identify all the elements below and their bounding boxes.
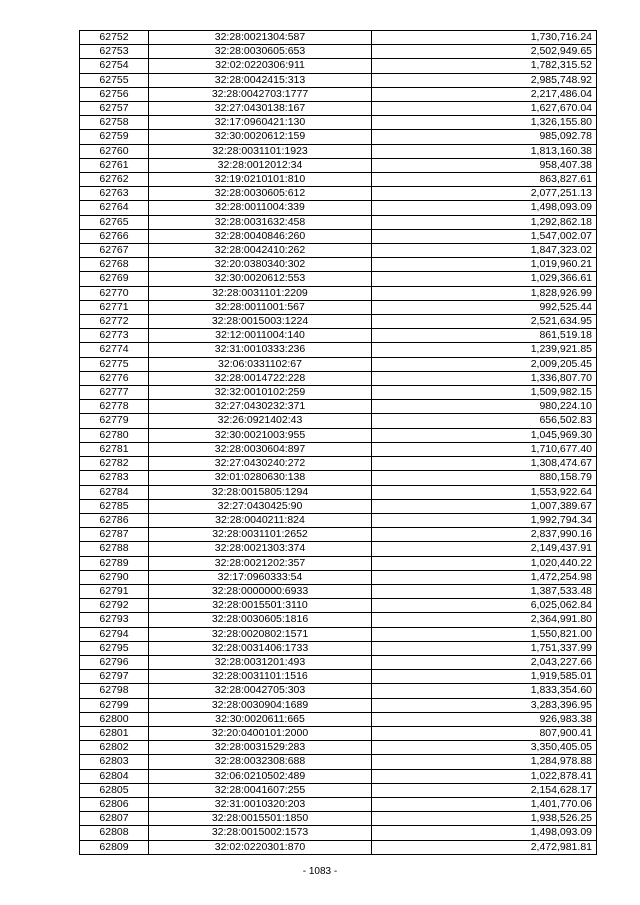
cell-cadastral-number: 32:27:0430240:272 bbox=[149, 457, 372, 471]
table-row bbox=[80, 357, 597, 371]
cell-amount: 863,827.61 bbox=[372, 173, 597, 187]
cell-id: 62787 bbox=[80, 528, 149, 542]
cell-id: 62772 bbox=[80, 315, 149, 329]
cell-cadastral-number: 32:27:0430232:371 bbox=[149, 400, 372, 414]
cell-id: 62784 bbox=[80, 485, 149, 499]
cell-id: 62803 bbox=[80, 755, 149, 769]
cell-cadastral-number: 32:01:0280630:138 bbox=[149, 471, 372, 485]
cell-cadastral-number: 32:31:0010333:236 bbox=[149, 343, 372, 357]
cell-id: 62752 bbox=[80, 31, 149, 45]
table-row bbox=[80, 570, 597, 584]
table-row bbox=[80, 386, 597, 400]
cell-amount: 1,308,474.67 bbox=[372, 457, 597, 471]
cell-cadastral-number: 32:06:0210502:489 bbox=[149, 769, 372, 783]
table-row bbox=[80, 627, 597, 641]
table-row bbox=[80, 599, 597, 613]
cell-id: 62800 bbox=[80, 712, 149, 726]
cell-id: 62796 bbox=[80, 655, 149, 669]
cell-cadastral-number: 32:30:0020611:665 bbox=[149, 712, 372, 726]
cell-amount: 1,007,389.67 bbox=[372, 499, 597, 513]
cell-cadastral-number: 32:28:0042705:303 bbox=[149, 684, 372, 698]
table-row bbox=[80, 485, 597, 499]
cell-cadastral-number: 32:28:0030605:1816 bbox=[149, 613, 372, 627]
cell-id: 62755 bbox=[80, 73, 149, 87]
cell-id: 62756 bbox=[80, 87, 149, 101]
cell-cadastral-number: 32:28:0021202:357 bbox=[149, 556, 372, 570]
cell-id: 62764 bbox=[80, 201, 149, 215]
cell-amount: 2,154,628.17 bbox=[372, 783, 597, 797]
table-body bbox=[80, 31, 597, 855]
cell-amount: 1,326,155.80 bbox=[372, 116, 597, 130]
cell-amount: 958,407.38 bbox=[372, 158, 597, 172]
table-row bbox=[80, 499, 597, 513]
cell-cadastral-number: 32:28:0042410:262 bbox=[149, 244, 372, 258]
cell-id: 62808 bbox=[80, 826, 149, 840]
cell-id: 62776 bbox=[80, 371, 149, 385]
cell-amount: 1,284,978.88 bbox=[372, 755, 597, 769]
data-table bbox=[79, 30, 597, 855]
cell-amount: 2,837,990.16 bbox=[372, 528, 597, 542]
cell-id: 62798 bbox=[80, 684, 149, 698]
cell-id: 62804 bbox=[80, 769, 149, 783]
cell-cadastral-number: 32:28:0030605:653 bbox=[149, 45, 372, 59]
cell-amount: 656,502.83 bbox=[372, 414, 597, 428]
cell-cadastral-number: 32:28:0031101:2652 bbox=[149, 528, 372, 542]
table-row bbox=[80, 542, 597, 556]
table-row bbox=[80, 158, 597, 172]
cell-id: 62762 bbox=[80, 173, 149, 187]
cell-amount: 2,364,991.80 bbox=[372, 613, 597, 627]
cell-id: 62780 bbox=[80, 428, 149, 442]
cell-cadastral-number: 32:28:0031201:493 bbox=[149, 655, 372, 669]
cell-cadastral-number: 32:28:0031632:458 bbox=[149, 215, 372, 229]
cell-cadastral-number: 32:28:0031101:1516 bbox=[149, 670, 372, 684]
cell-id: 62786 bbox=[80, 513, 149, 527]
cell-id: 62797 bbox=[80, 670, 149, 684]
cell-amount: 992,525.44 bbox=[372, 300, 597, 314]
cell-cadastral-number: 32:27:0430138:167 bbox=[149, 102, 372, 116]
cell-cadastral-number: 32:28:0030605:612 bbox=[149, 187, 372, 201]
cell-cadastral-number: 32:28:0040211:824 bbox=[149, 513, 372, 527]
cell-id: 62766 bbox=[80, 229, 149, 243]
table-row bbox=[80, 73, 597, 87]
table-row bbox=[80, 173, 597, 187]
cell-cadastral-number: 32:28:0030904:1689 bbox=[149, 698, 372, 712]
cell-cadastral-number: 32:28:0021304:587 bbox=[149, 31, 372, 45]
table-row bbox=[80, 286, 597, 300]
cell-amount: 2,521,634.95 bbox=[372, 315, 597, 329]
cell-cadastral-number: 32:28:0015501:3110 bbox=[149, 599, 372, 613]
cell-id: 62807 bbox=[80, 812, 149, 826]
cell-id: 62773 bbox=[80, 329, 149, 343]
cell-amount: 1,401,770.06 bbox=[372, 797, 597, 811]
cell-id: 62769 bbox=[80, 272, 149, 286]
cell-cadastral-number: 32:28:0011001:567 bbox=[149, 300, 372, 314]
table-row bbox=[80, 428, 597, 442]
cell-cadastral-number: 32:28:0031101:2209 bbox=[149, 286, 372, 300]
cell-id: 62792 bbox=[80, 599, 149, 613]
cell-id: 62802 bbox=[80, 741, 149, 755]
cell-amount: 1,813,160.38 bbox=[372, 144, 597, 158]
table-row bbox=[80, 371, 597, 385]
table-row bbox=[80, 300, 597, 314]
cell-id: 62763 bbox=[80, 187, 149, 201]
cell-amount: 1,627,670.04 bbox=[372, 102, 597, 116]
cell-id: 62806 bbox=[80, 797, 149, 811]
cell-cadastral-number: 32:19:0210101:810 bbox=[149, 173, 372, 187]
cell-cadastral-number: 32:28:0000000:6933 bbox=[149, 584, 372, 598]
table-row bbox=[80, 812, 597, 826]
cell-id: 62754 bbox=[80, 59, 149, 73]
cell-amount: 2,149,437.91 bbox=[372, 542, 597, 556]
table-row bbox=[80, 87, 597, 101]
table-row bbox=[80, 315, 597, 329]
cell-amount: 1,550,821.00 bbox=[372, 627, 597, 641]
cell-cadastral-number: 32:28:0031406:1733 bbox=[149, 641, 372, 655]
table-row bbox=[80, 797, 597, 811]
table-row bbox=[80, 329, 597, 343]
cell-cadastral-number: 32:28:0015003:1224 bbox=[149, 315, 372, 329]
cell-cadastral-number: 32:28:0015002:1573 bbox=[149, 826, 372, 840]
table-row bbox=[80, 442, 597, 456]
cell-id: 62788 bbox=[80, 542, 149, 556]
table-row bbox=[80, 783, 597, 797]
cell-id: 62783 bbox=[80, 471, 149, 485]
cell-cadastral-number: 32:28:0040846:260 bbox=[149, 229, 372, 243]
cell-id: 62794 bbox=[80, 627, 149, 641]
table-row bbox=[80, 528, 597, 542]
cell-cadastral-number: 32:20:0380340:302 bbox=[149, 258, 372, 272]
cell-amount: 2,009,205.45 bbox=[372, 357, 597, 371]
cell-amount: 1,919,585.01 bbox=[372, 670, 597, 684]
cell-amount: 1,498,093.09 bbox=[372, 826, 597, 840]
cell-id: 62777 bbox=[80, 386, 149, 400]
table-row bbox=[80, 187, 597, 201]
cell-amount: 1,020,440.22 bbox=[372, 556, 597, 570]
cell-amount: 2,985,748.92 bbox=[372, 73, 597, 87]
cell-id: 62785 bbox=[80, 499, 149, 513]
cell-id: 62790 bbox=[80, 570, 149, 584]
table-row bbox=[80, 726, 597, 740]
cell-amount: 1,710,677.40 bbox=[372, 442, 597, 456]
table-row bbox=[80, 613, 597, 627]
table-row bbox=[80, 513, 597, 527]
cell-amount: 1,292,862.18 bbox=[372, 215, 597, 229]
table-row bbox=[80, 826, 597, 840]
cell-cadastral-number: 32:30:0021003:955 bbox=[149, 428, 372, 442]
cell-id: 62770 bbox=[80, 286, 149, 300]
cell-cadastral-number: 32:02:0220306:911 bbox=[149, 59, 372, 73]
table-row bbox=[80, 712, 597, 726]
cell-id: 62782 bbox=[80, 457, 149, 471]
cell-cadastral-number: 32:17:0960333:54 bbox=[149, 570, 372, 584]
cell-cadastral-number: 32:28:0011004:339 bbox=[149, 201, 372, 215]
cell-id: 62793 bbox=[80, 613, 149, 627]
cell-cadastral-number: 32:28:0032308:688 bbox=[149, 755, 372, 769]
table-row bbox=[80, 59, 597, 73]
table-row bbox=[80, 641, 597, 655]
cell-cadastral-number: 32:27:0430425:90 bbox=[149, 499, 372, 513]
cell-id: 62774 bbox=[80, 343, 149, 357]
table-row bbox=[80, 31, 597, 45]
cell-id: 62781 bbox=[80, 442, 149, 456]
cell-id: 62753 bbox=[80, 45, 149, 59]
cell-id: 62799 bbox=[80, 698, 149, 712]
cell-amount: 1,547,002.07 bbox=[372, 229, 597, 243]
cell-cadastral-number: 32:28:0021303:374 bbox=[149, 542, 372, 556]
cell-id: 62771 bbox=[80, 300, 149, 314]
table-row bbox=[80, 343, 597, 357]
cell-amount: 1,336,807.70 bbox=[372, 371, 597, 385]
table-row bbox=[80, 698, 597, 712]
page-number: - 1083 - bbox=[302, 866, 338, 877]
cell-id: 62778 bbox=[80, 400, 149, 414]
cell-amount: 1,387,533.48 bbox=[372, 584, 597, 598]
cell-amount: 861,519.18 bbox=[372, 329, 597, 343]
cell-amount: 1,553,922.64 bbox=[372, 485, 597, 499]
cell-id: 62801 bbox=[80, 726, 149, 740]
table-row bbox=[80, 215, 597, 229]
cell-amount: 1,782,315.52 bbox=[372, 59, 597, 73]
cell-amount: 985,092.78 bbox=[372, 130, 597, 144]
cell-cadastral-number: 32:17:0960421:130 bbox=[149, 116, 372, 130]
cell-cadastral-number: 32:12:0011004:140 bbox=[149, 329, 372, 343]
cell-amount: 2,043,227.66 bbox=[372, 655, 597, 669]
cell-amount: 880,158.79 bbox=[372, 471, 597, 485]
cell-amount: 1,828,926.99 bbox=[372, 286, 597, 300]
table-row bbox=[80, 45, 597, 59]
cell-id: 62789 bbox=[80, 556, 149, 570]
cell-amount: 1,029,366.61 bbox=[372, 272, 597, 286]
table-row bbox=[80, 258, 597, 272]
cell-id: 62779 bbox=[80, 414, 149, 428]
cell-id: 62758 bbox=[80, 116, 149, 130]
table-row bbox=[80, 102, 597, 116]
table-row bbox=[80, 769, 597, 783]
table-row bbox=[80, 471, 597, 485]
table-row bbox=[80, 130, 597, 144]
table-row bbox=[80, 584, 597, 598]
cell-amount: 980,224.10 bbox=[372, 400, 597, 414]
table-row bbox=[80, 457, 597, 471]
cell-cadastral-number: 32:28:0031529:283 bbox=[149, 741, 372, 755]
cell-amount: 1,498,093.09 bbox=[372, 201, 597, 215]
cell-id: 62765 bbox=[80, 215, 149, 229]
cell-id: 62791 bbox=[80, 584, 149, 598]
cell-id: 62760 bbox=[80, 144, 149, 158]
cell-amount: 1,045,969.30 bbox=[372, 428, 597, 442]
cell-amount: 807,900.41 bbox=[372, 726, 597, 740]
cell-cadastral-number: 32:28:0014722:228 bbox=[149, 371, 372, 385]
cell-id: 62767 bbox=[80, 244, 149, 258]
table-row bbox=[80, 414, 597, 428]
cell-cadastral-number: 32:28:0012012:34 bbox=[149, 158, 372, 172]
cell-id: 62757 bbox=[80, 102, 149, 116]
cell-id: 62761 bbox=[80, 158, 149, 172]
table-row bbox=[80, 201, 597, 215]
table-row bbox=[80, 229, 597, 243]
cell-id: 62805 bbox=[80, 783, 149, 797]
cell-cadastral-number: 32:28:0031101:1923 bbox=[149, 144, 372, 158]
cell-amount: 926,983.38 bbox=[372, 712, 597, 726]
table-row bbox=[80, 144, 597, 158]
cell-amount: 1,751,337.99 bbox=[372, 641, 597, 655]
cell-cadastral-number: 32:28:0020802:1571 bbox=[149, 627, 372, 641]
cell-id: 62775 bbox=[80, 357, 149, 371]
cell-cadastral-number: 32:26:0921402:43 bbox=[149, 414, 372, 428]
table-row bbox=[80, 244, 597, 258]
cell-amount: 1,472,254.98 bbox=[372, 570, 597, 584]
table-row bbox=[80, 272, 597, 286]
cell-amount: 1,509,982.15 bbox=[372, 386, 597, 400]
cell-cadastral-number: 32:31:0010320:203 bbox=[149, 797, 372, 811]
cell-cadastral-number: 32:28:0030604:897 bbox=[149, 442, 372, 456]
cell-cadastral-number: 32:02:0220301:870 bbox=[149, 840, 372, 854]
cell-amount: 2,217,486.04 bbox=[372, 87, 597, 101]
cell-amount: 1,847,323.02 bbox=[372, 244, 597, 258]
cell-cadastral-number: 32:28:0015501:1850 bbox=[149, 812, 372, 826]
table-row bbox=[80, 655, 597, 669]
table-row bbox=[80, 556, 597, 570]
table-row bbox=[80, 840, 597, 854]
table-row bbox=[80, 116, 597, 130]
cell-amount: 1,992,794.34 bbox=[372, 513, 597, 527]
cell-amount: 2,472,981.81 bbox=[372, 840, 597, 854]
table-row bbox=[80, 741, 597, 755]
cell-id: 62768 bbox=[80, 258, 149, 272]
cell-amount: 1,730,716.24 bbox=[372, 31, 597, 45]
table-row bbox=[80, 684, 597, 698]
cell-amount: 2,502,949.65 bbox=[372, 45, 597, 59]
cell-cadastral-number: 32:28:0041607:255 bbox=[149, 783, 372, 797]
cell-amount: 1,938,526.25 bbox=[372, 812, 597, 826]
cell-amount: 2,077,251.13 bbox=[372, 187, 597, 201]
cell-cadastral-number: 32:32:0010102:259 bbox=[149, 386, 372, 400]
cell-amount: 1,019,960.21 bbox=[372, 258, 597, 272]
cell-cadastral-number: 32:28:0015805:1294 bbox=[149, 485, 372, 499]
table-row bbox=[80, 400, 597, 414]
cell-amount: 3,283,396.95 bbox=[372, 698, 597, 712]
cell-cadastral-number: 32:20:0400101:2000 bbox=[149, 726, 372, 740]
cell-cadastral-number: 32:06:0331102:67 bbox=[149, 357, 372, 371]
table-row bbox=[80, 755, 597, 769]
cell-id: 62809 bbox=[80, 840, 149, 854]
table-row bbox=[80, 670, 597, 684]
cell-amount: 6,025,062.84 bbox=[372, 599, 597, 613]
cell-amount: 1,833,354.60 bbox=[372, 684, 597, 698]
cell-cadastral-number: 32:30:0020612:553 bbox=[149, 272, 372, 286]
cell-amount: 1,239,921.85 bbox=[372, 343, 597, 357]
cell-cadastral-number: 32:28:0042703:1777 bbox=[149, 87, 372, 101]
cell-amount: 3,350,405.05 bbox=[372, 741, 597, 755]
cell-amount: 1,022,878.41 bbox=[372, 769, 597, 783]
cell-id: 62795 bbox=[80, 641, 149, 655]
cell-cadastral-number: 32:30:0020612:159 bbox=[149, 130, 372, 144]
cell-cadastral-number: 32:28:0042415:313 bbox=[149, 73, 372, 87]
cell-id: 62759 bbox=[80, 130, 149, 144]
